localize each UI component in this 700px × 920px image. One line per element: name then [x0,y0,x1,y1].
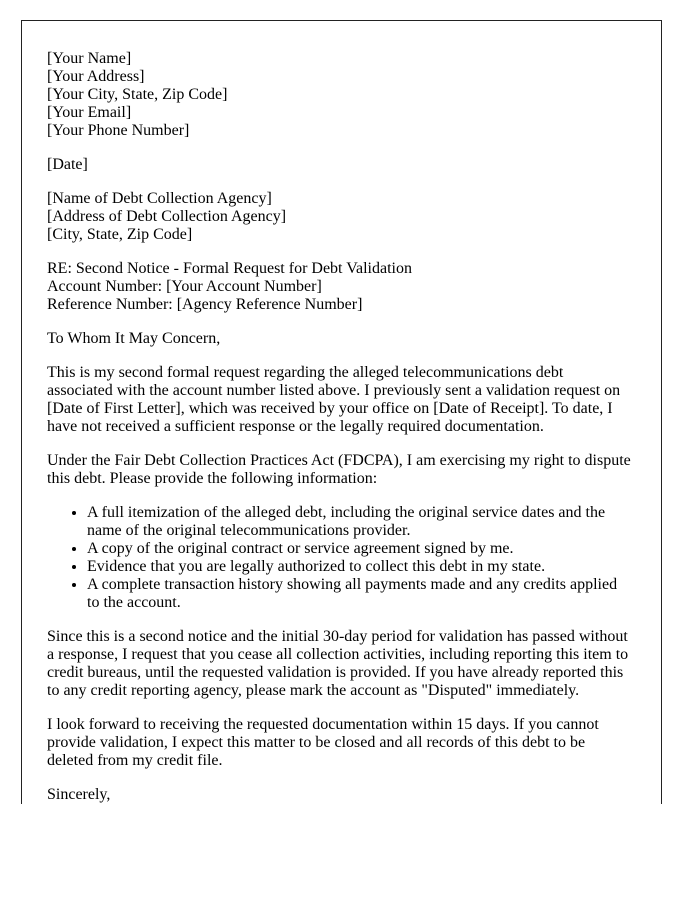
recipient-address-line: [Address of Debt Collection Agency] [47,208,287,225]
sender-name-line: [Your Name] [47,50,132,67]
subject-reference-line: Reference Number: [Agency Reference Number] [47,296,363,313]
date-line: [Date] [47,156,88,173]
validation-request-list [47,504,631,612]
recipient-name-line: [Name of Debt Collection Agency] [47,190,272,207]
page-background [0,20,700,920]
letter-document [21,20,662,804]
sender-address-line: [Your Address] [47,68,145,85]
sender-city-line: [Your City, State, Zip Code] [47,86,228,103]
paragraph-deadline: I look forward to receiving the requested documentation within 15 days. If you cannot provide validation, I expect this matter to be closed and all records of this debt to be deleted from my credit file. [47,716,599,769]
closing: Sincerely, [47,786,111,803]
recipient-city-line: [City, State, Zip Code] [47,226,193,243]
sender-address-block [47,50,631,140]
subject-account-line: Account Number: [Your Account Number] [47,278,322,295]
list-item: • A complete transaction history showing all payments made and any credits applied to the account. [87,576,631,612]
list-item: • A copy of the original contract or service agreement signed by me. [87,540,631,558]
sender-email-line: [Your Email] [47,104,132,121]
paragraph-fdcpa: Under the Fair Debt Collection Practices Act (FDCPA), I am exercising my right to dispute this debt. Please provide the following information: [47,452,631,487]
subject-re-line: RE: Second Notice - Formal Request for Debt Validation [47,260,412,277]
salutation: To Whom It May Concern, [47,330,221,347]
list-item: • Evidence that you are legally authorized to collect this debt in my state. [87,558,631,576]
recipient-address-block [47,190,631,244]
paragraph-intro: This is my second formal request regarding the alleged telecommunications debt associated with the account number listed above. I previously sent a validation request on [Date of First Letter], which was received by your office on [Date of Receipt]. To date, I have not received a sufficient response or the legally required documentation. [47,364,621,435]
paragraph-cease: Since this is a second notice and the initial 30-day period for validation has passed without a response, I request that you cease all collection activities, including reporting this item to credit bureaus, until the requested validation is provided. If you have already reported this to any credit reporting agency, please mark the account as "Disputed" immediately. [47,628,629,699]
subject-block [47,260,631,314]
sender-phone-line: [Your Phone Number] [47,122,190,139]
list-item: • A full itemization of the alleged debt, including the original service dates and the name of the original telecommunications provider. [87,504,631,540]
